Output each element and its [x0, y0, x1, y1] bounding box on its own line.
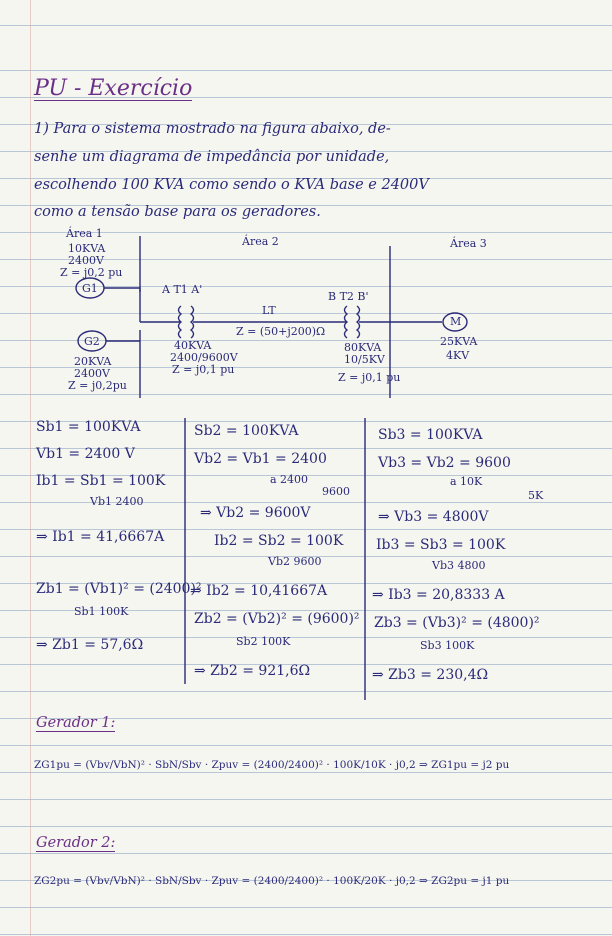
- g1-spec-impedance: Z = j0,2 pu: [60, 266, 123, 279]
- t1-spec-power: 40KVA: [174, 339, 212, 352]
- g1-label: G1: [82, 282, 98, 295]
- a2-zb-eq: Zb2 = (Vb2)² = (9600)²: [194, 611, 360, 627]
- a3-vb-den: 5K: [528, 489, 544, 502]
- a1-zb-eq: Zb1 = (Vb1)² = (2400)²: [36, 581, 202, 597]
- g1-wire: [104, 288, 140, 322]
- a3-zb-res: ⇒ Zb3 = 230,4Ω: [372, 667, 489, 683]
- a2-ib-den: Vb2 9600: [268, 555, 322, 568]
- t2-label: B T2 B': [328, 290, 369, 303]
- a3-zb-eq: Zb3 = (Vb3)² = (4800)²: [374, 615, 540, 631]
- area-1-label: Área 1: [66, 227, 103, 240]
- a1-ib-den: Vb1 2400: [90, 495, 144, 508]
- g2-spec-voltage: 2400V: [74, 367, 110, 380]
- t2-spec-power: 80KVA: [344, 341, 382, 354]
- a1-zb-den: Sb1 100K: [74, 605, 129, 618]
- a2-sb: Sb2 = 100KVA: [194, 423, 299, 439]
- a1-ib-eq: Ib1 = Sb1 = 100K: [36, 473, 166, 489]
- motor-spec-voltage: 4KV: [446, 349, 470, 362]
- a3-zb-den: Sb3 100K: [420, 639, 475, 652]
- a2-ib-res: ⇒ Ib2 = 10,41667A: [190, 583, 328, 599]
- a3-vb-eq: Vb3 = Vb2 = 9600: [378, 455, 511, 471]
- motor-label: M: [450, 315, 462, 328]
- a2-vb-mid: a 2400: [270, 473, 309, 486]
- a2-vb-eq: Vb2 = Vb1 = 2400: [194, 451, 327, 467]
- gerador-1-heading: Gerador 1:: [36, 715, 116, 731]
- problem-line-4: como a tensão base para os geradores.: [34, 204, 321, 220]
- motor-spec-power: 25KVA: [440, 335, 478, 348]
- line-label: LT: [262, 304, 276, 317]
- a3-ib-eq: Ib3 = Sb3 = 100K: [376, 537, 506, 553]
- a2-zb-res: ⇒ Zb2 = 921,6Ω: [194, 663, 311, 679]
- a1-ib-res: ⇒ Ib1 = 41,6667A: [36, 529, 165, 545]
- t1-spec-ratio: 2400/9600V: [170, 351, 238, 364]
- g2-spec-impedance: Z = j0,2pu: [68, 379, 127, 392]
- a1-sb: Sb1 = 100KVA: [36, 419, 141, 435]
- gerador-2-equation: ZG2pu = (Vbv/VbN)² · SbN/Sbv · Zpuv = (2400/2400)² · 100K/20K · j0,2 ⇒ ZG2pu = j1 pu: [34, 875, 510, 887]
- a2-vb-res: ⇒ Vb2 = 9600V: [200, 505, 311, 521]
- a3-ib-den: Vb3 4800: [432, 559, 486, 572]
- a2-zb-den: Sb2 100K: [236, 635, 291, 648]
- problem-line-2: senhe um diagrama de impedância por unidade,: [34, 149, 390, 165]
- t2-spec-impedance: Z = j0,1 pu: [338, 371, 401, 384]
- a3-vb-res: ⇒ Vb3 = 4800V: [378, 509, 489, 525]
- g2-label: G2: [84, 335, 100, 348]
- area-2-label: Área 2: [242, 235, 279, 248]
- a2-ib-eq: Ib2 = Sb2 = 100K: [214, 533, 344, 549]
- a3-sb: Sb3 = 100KVA: [378, 427, 483, 443]
- gerador-1-equation: ZG1pu = (Vbv/VbN)² · SbN/Sbv · Zpuv = (2400/2400)² · 100K/10K · j0,2 ⇒ ZG1pu = j2 pu: [34, 759, 510, 771]
- g1-spec-power: 10KVA: [68, 242, 106, 255]
- a1-zb-res: ⇒ Zb1 = 57,6Ω: [36, 637, 144, 653]
- g2-spec-power: 20KVA: [74, 355, 112, 368]
- g1-spec-voltage: 2400V: [68, 254, 104, 267]
- a2-vb-den: 9600: [322, 485, 350, 498]
- a1-vb: Vb1 = 2400 V: [36, 446, 135, 462]
- t1-label: A T1 A': [162, 283, 203, 296]
- page-title: PU - Exercício: [34, 76, 193, 101]
- area-3-label: Área 3: [450, 237, 487, 250]
- line-impedance: Z = (50+j200)Ω: [236, 325, 326, 338]
- a3-ib-res: ⇒ Ib3 = 20,8333 A: [372, 587, 505, 603]
- t1-spec-impedance: Z = j0,1 pu: [172, 363, 235, 376]
- a3-vb-mid: a 10K: [450, 475, 483, 488]
- problem-line-3: escolhendo 100 KVA como sendo o KVA base e 2400V: [34, 177, 429, 193]
- gerador-2-heading: Gerador 2:: [36, 835, 116, 851]
- problem-line-1: 1) Para o sistema mostrado na figura abaixo, de-: [34, 121, 391, 137]
- t2-spec-ratio: 10/5KV: [344, 353, 385, 366]
